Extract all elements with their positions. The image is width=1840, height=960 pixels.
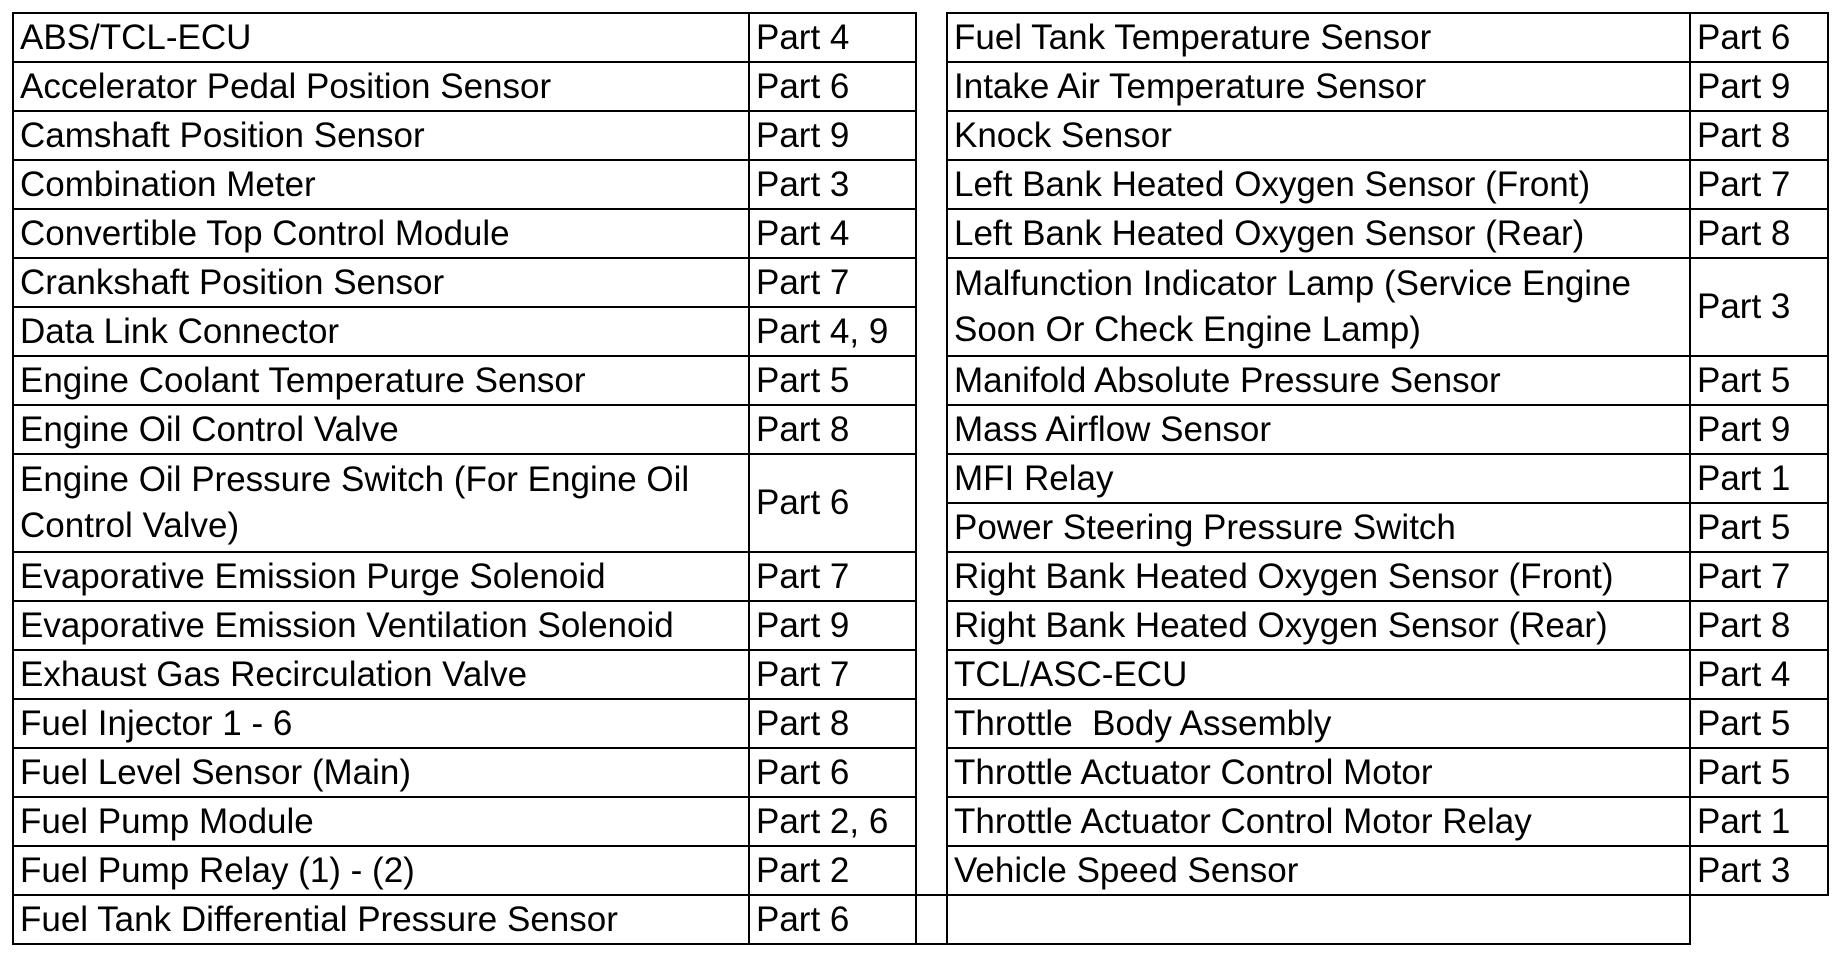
right-part-ref: Part 9 (1690, 405, 1828, 454)
right-part-ref: Part 8 (1690, 111, 1828, 160)
left-component-name: Fuel Level Sensor (Main) (13, 748, 749, 797)
right-part-ref: Part 5 (1690, 748, 1828, 797)
left-part-ref: Part 5 (749, 356, 916, 405)
right-empty-part-cell (947, 895, 1690, 944)
left-component-name: Convertible Top Control Module (13, 209, 749, 258)
right-component-name: Mass Airflow Sensor (947, 405, 1690, 454)
left-part-ref: Part 2, 6 (749, 797, 916, 846)
right-component-name: Vehicle Speed Sensor (947, 846, 1690, 895)
right-component-name: Throttle Body Assembly (947, 699, 1690, 748)
right-component-name: Power Steering Pressure Switch (947, 503, 1690, 552)
right-component-name: Throttle Actuator Control Motor Relay (947, 797, 1690, 846)
right-part-ref: Part 7 (1690, 552, 1828, 601)
right-component-name: MFI Relay (947, 454, 1690, 503)
left-component-name: Engine Coolant Temperature Sensor (13, 356, 749, 405)
left-part-ref: Part 7 (749, 650, 916, 699)
left-part-ref: Part 9 (749, 601, 916, 650)
left-part-ref: Part 6 (749, 748, 916, 797)
right-part-ref: Part 5 (1690, 356, 1828, 405)
left-part-ref: Part 6 (749, 454, 916, 552)
left-component-name: Fuel Tank Differential Pressure Sensor (13, 895, 749, 944)
table-row (13, 895, 1828, 944)
right-component-name: Manifold Absolute Pressure Sensor (947, 356, 1690, 405)
right-part-ref: Part 5 (1690, 699, 1828, 748)
right-part-ref: Part 1 (1690, 454, 1828, 503)
left-component-name: Evaporative Emission Ventilation Solenoid (13, 601, 749, 650)
left-part-ref: Part 4 (749, 209, 916, 258)
component-location-table (12, 12, 1829, 945)
right-part-ref: Part 6 (1690, 13, 1828, 62)
left-component-name: ABS/TCL-ECU (13, 13, 749, 62)
right-part-ref: Part 5 (1690, 503, 1828, 552)
right-component-name: Malfunction Indicator Lamp (Service Engine Soon Or Check Engine Lamp) (947, 258, 1690, 356)
right-component-name: Left Bank Heated Oxygen Sensor (Front) (947, 160, 1690, 209)
right-part-ref: Part 9 (1690, 62, 1828, 111)
right-component-name: Fuel Tank Temperature Sensor (947, 13, 1690, 62)
right-part-ref: Part 8 (1690, 209, 1828, 258)
left-part-ref: Part 8 (749, 699, 916, 748)
left-component-name: Accelerator Pedal Position Sensor (13, 62, 749, 111)
left-part-ref: Part 4, 9 (749, 307, 916, 356)
right-component-name: Right Bank Heated Oxygen Sensor (Front) (947, 552, 1690, 601)
column-divider (916, 13, 947, 895)
right-part-ref: Part 7 (1690, 160, 1828, 209)
left-component-name: Evaporative Emission Purge Solenoid (13, 552, 749, 601)
right-component-name: TCL/ASC-ECU (947, 650, 1690, 699)
left-part-ref: Part 7 (749, 258, 916, 307)
right-part-ref: Part 8 (1690, 601, 1828, 650)
right-component-name: Intake Air Temperature Sensor (947, 62, 1690, 111)
right-part-ref: Part 3 (1690, 846, 1828, 895)
left-part-ref: Part 6 (749, 895, 916, 944)
component-index (12, 12, 1827, 939)
left-component-name: Combination Meter (13, 160, 749, 209)
left-part-ref: Part 2 (749, 846, 916, 895)
left-component-name: Engine Oil Control Valve (13, 405, 749, 454)
left-component-name: Fuel Pump Relay (1) - (2) (13, 846, 749, 895)
left-component-name: Engine Oil Pressure Switch (For Engine Oil Control Valve) (13, 454, 749, 552)
right-component-name: Right Bank Heated Oxygen Sensor (Rear) (947, 601, 1690, 650)
right-part-ref: Part 1 (1690, 797, 1828, 846)
left-component-name: Fuel Injector 1 - 6 (13, 699, 749, 748)
left-component-name: Fuel Pump Module (13, 797, 749, 846)
left-part-ref: Part 4 (749, 13, 916, 62)
right-component-name: Knock Sensor (947, 111, 1690, 160)
right-part-ref: Part 4 (1690, 650, 1828, 699)
left-part-ref: Part 3 (749, 160, 916, 209)
right-component-name: Left Bank Heated Oxygen Sensor (Rear) (947, 209, 1690, 258)
right-empty-cell (916, 895, 947, 944)
left-component-name: Camshaft Position Sensor (13, 111, 749, 160)
left-part-ref: Part 9 (749, 111, 916, 160)
table-row (13, 13, 1828, 62)
left-part-ref: Part 6 (749, 62, 916, 111)
left-component-name: Exhaust Gas Recirculation Valve (13, 650, 749, 699)
left-part-ref: Part 7 (749, 552, 916, 601)
left-component-name: Crankshaft Position Sensor (13, 258, 749, 307)
right-component-name: Throttle Actuator Control Motor (947, 748, 1690, 797)
left-component-name: Data Link Connector (13, 307, 749, 356)
left-part-ref: Part 8 (749, 405, 916, 454)
right-part-ref: Part 3 (1690, 258, 1828, 356)
